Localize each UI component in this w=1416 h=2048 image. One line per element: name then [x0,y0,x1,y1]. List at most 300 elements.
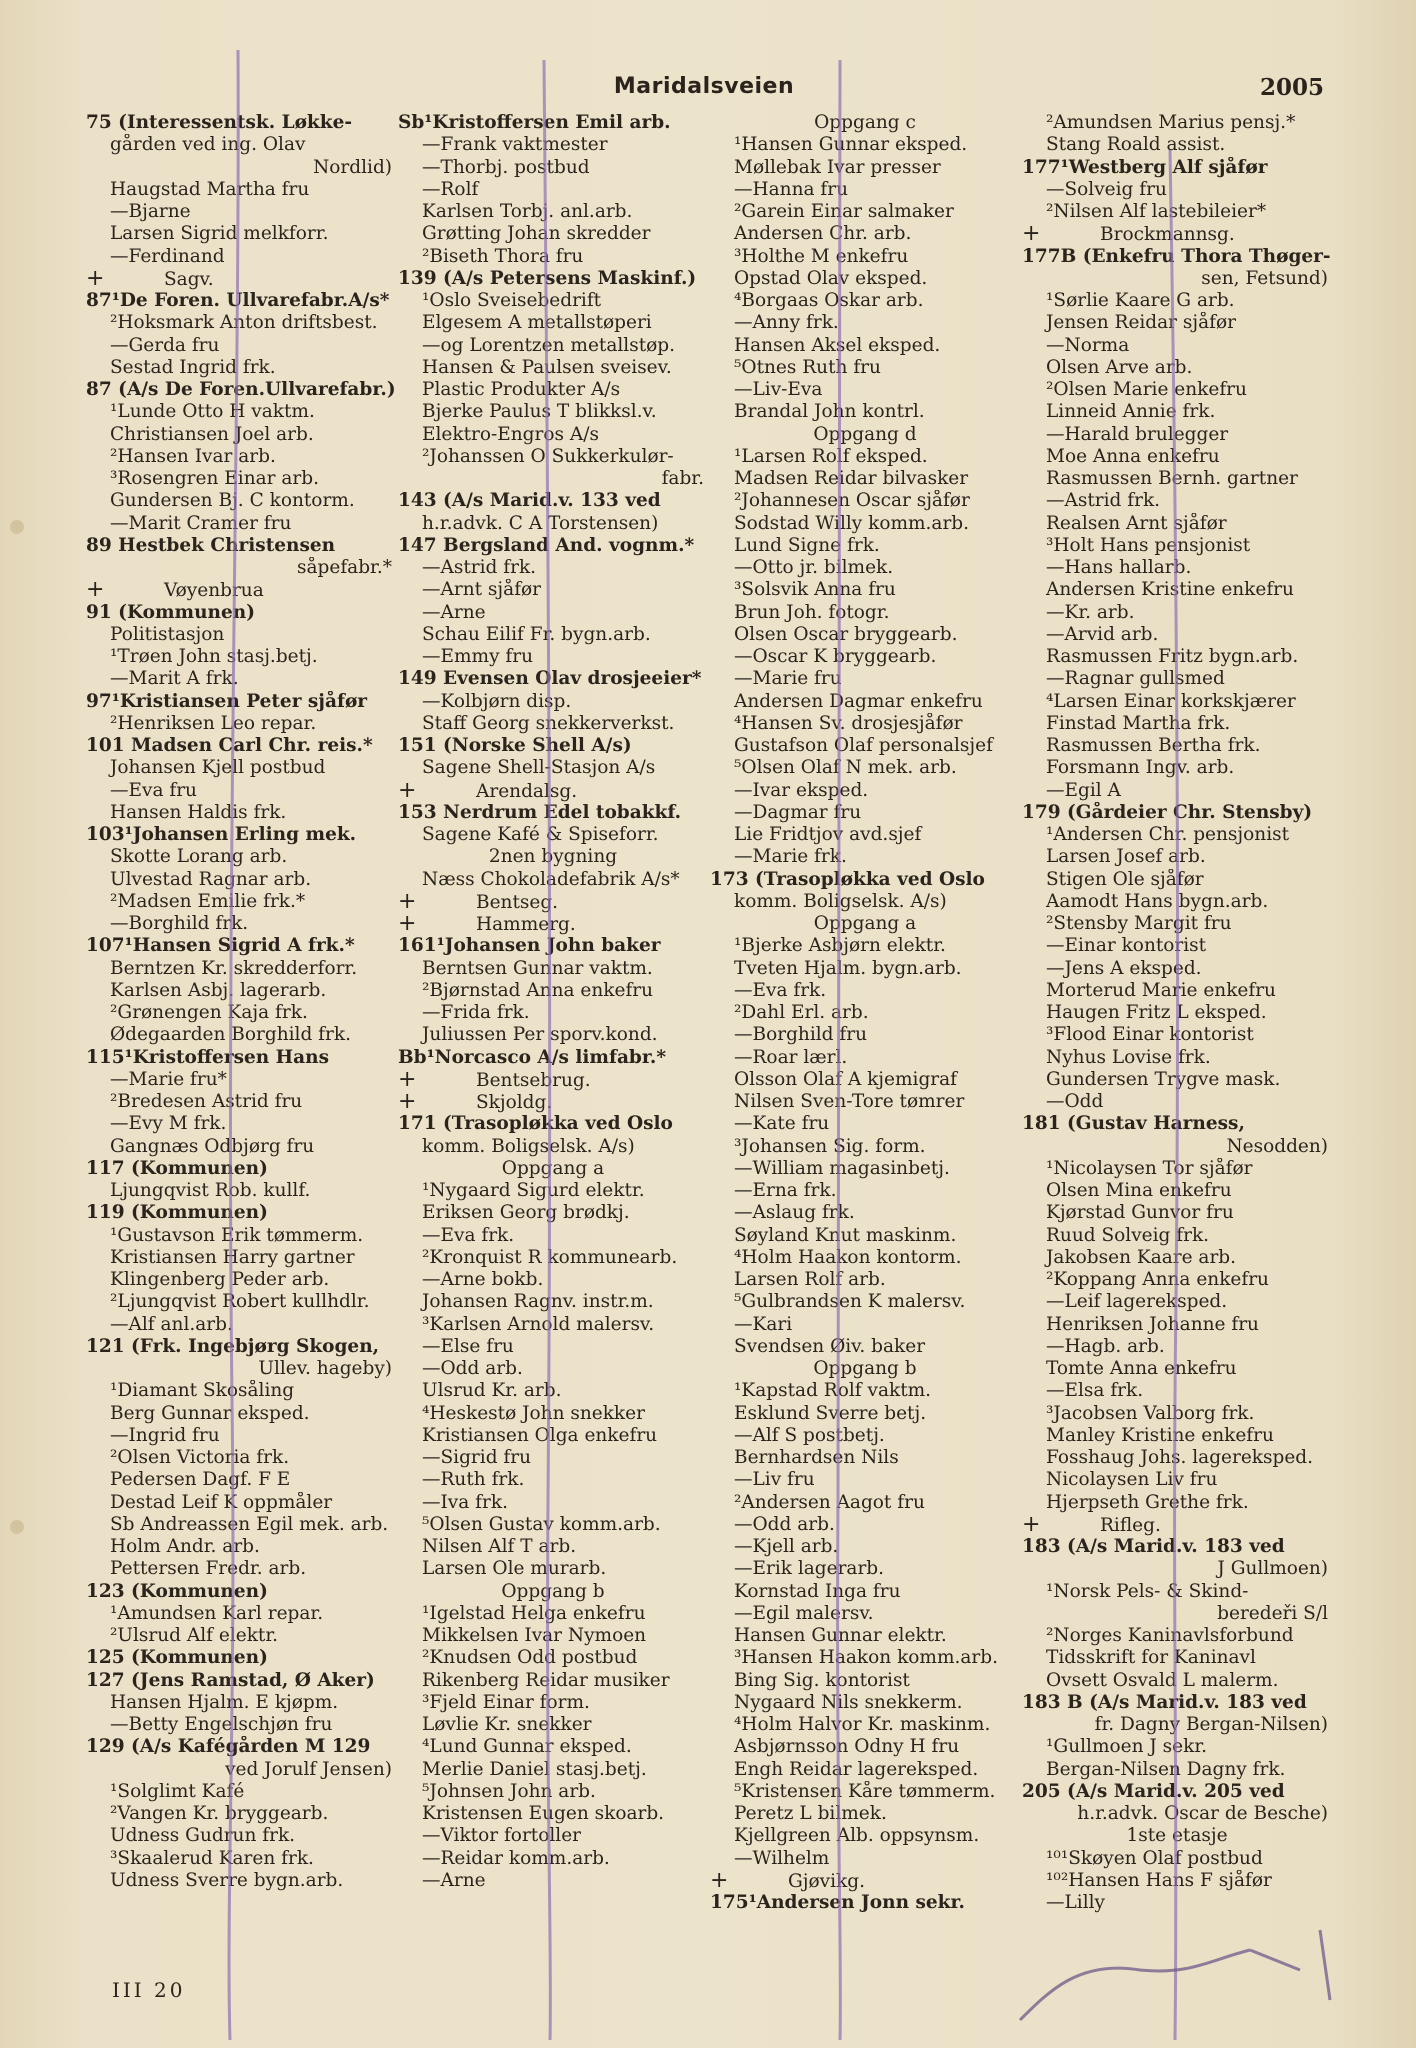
resident-entry: Sb Andreassen Egil mek. arb. [110,1513,389,1535]
resident-entry: ²Hansen Ivar arb. [110,445,276,467]
resident-entry: ²Stensby Margit fru [1046,913,1232,934]
resident-entry: Henriksen Johanne fru [1046,1313,1259,1335]
plus-icon: + [398,913,417,936]
resident-entry: Klingenberg Peder arb. [110,1269,330,1290]
resident-entry: —Ivar eksped. [734,779,869,801]
resident-entry: —Ruth frk. [422,1469,525,1491]
resident-entry: Kjellgreen Alb. oppsynsm. [734,1825,980,1847]
resident-entry: ¹Nicolaysen Tor sjåfør [1046,1157,1253,1179]
resident-entry: Hansen Aksel eksped. [734,334,941,356]
resident-entry: såpefabr.* [297,557,392,578]
address-entry: 153 Nerdrum Edel tobakkf. [398,801,682,823]
resident-entry: —Harald brulegger [1046,423,1229,445]
cross-street-marker [1022,1514,1332,1536]
column-4 [1022,112,1332,1914]
resident-entry: Nesodden) [1226,1135,1328,1157]
plus-icon: + [1022,1513,1041,1536]
column-2 [398,112,708,1892]
resident-entry: —Eva frk. [734,979,827,1001]
resident-entry: —Viktor fortoller [422,1825,581,1847]
address-entry: 205 (A/s Marid.v. 205 ved [1022,1780,1285,1802]
resident-entry: Moe Anna enkefru [1046,445,1220,467]
resident-entry: Haugen Fritz L eksped. [1046,1002,1267,1023]
resident-entry: Stang Roald assist. [1046,134,1226,156]
resident-entry: —Marit A frk. [110,668,239,690]
address-entry: 173 (Trasopløkka ved Oslo [710,868,985,890]
address-entry: 127 (Jens Ramstad, Ø Aker) [86,1669,375,1691]
resident-entry: ¹⁰²Hansen Hans F sjåfør [1046,1869,1272,1891]
resident-entry: ¹Oslo Sveisebedrift [422,290,602,311]
address-entry: 101 Madsen Carl Chr. reis.* [86,735,373,756]
resident-entry: Olsen Arve arb. [1046,356,1193,378]
column-3 [710,112,1020,1914]
resident-entry: Ødegaarden Borghild frk. [110,1024,351,1046]
resident-entry: Holm Andr. arb. [110,1536,260,1557]
address-entry: 129 (A/s Kafégården M 129 [86,1736,371,1758]
resident-entry: Rasmussen Bertha frk. [1046,735,1261,756]
address-entry: 87 (A/s De Foren.Ullvarefabr.) [86,379,396,400]
cross-street-name: Skjoldg. [476,1092,553,1113]
resident-entry: Fosshaug Johs. lagereksped. [1046,1447,1314,1468]
resident-entry: Mikkelsen Ivar Nymoen [422,1625,647,1646]
resident-entry: ³Holt Hans pensjonist [1046,534,1251,556]
address-entry: 87¹De Foren. Ullvarefabr.A/s* [86,290,390,311]
resident-entry: Brandal John kontrl. [734,401,925,423]
resident-entry: Asbjørnsson Odny H fru [734,1736,960,1758]
plus-icon: + [398,1068,417,1091]
cross-street-marker [398,891,708,913]
cross-street-marker [398,1091,708,1113]
resident-entry: Christiansen Joel arb. [110,423,314,445]
resident-entry: ³Holthe M enkefru [734,245,909,267]
resident-entry: ²Amundsen Marius pensj.* [1046,112,1296,133]
resident-entry: Nygaard Nils snekkerm. [734,1691,963,1713]
address-entry: 121 (Frk. Ingebjørg Skogen, [86,1335,380,1357]
resident-entry: ¹Norsk Pels- & Skind- [1046,1580,1249,1602]
resident-entry: Pettersen Fredr. arb. [110,1558,307,1580]
resident-entry: Bjerke Paulus T blikksl.v. [422,401,657,423]
street-title: Maridalsveien [613,74,795,99]
resident-entry: Møllebak Ivar presser [734,156,941,178]
resident-entry: —Kjell arb. [734,1536,839,1557]
resident-entry: Hansen & Paulsen sveisev. [422,356,672,378]
resident-entry: Svendsen Øiv. baker [734,1335,926,1357]
resident-entry: Politistasjon [110,623,225,645]
resident-entry: Sodstad Willy komm.arb. [734,512,970,534]
resident-entry: ⁴Holm Halvor Kr. maskinm. [734,1714,991,1735]
resident-entry: Kjørstad Gunvor fru [1046,1202,1234,1224]
resident-entry: Hansen Haldis frk. [110,801,287,823]
resident-entry: Hansen Gunnar elektr. [734,1625,947,1646]
plus-icon: + [398,890,417,913]
resident-entry: Brun Joh. fotogr. [734,601,890,623]
resident-entry: —Emmy fru [422,646,534,667]
resident-entry: ¹Amundsen Karl repar. [110,1602,324,1624]
resident-entry: Engh Reidar lagereksped. [734,1758,979,1780]
resident-entry: Karlsen Torbj. anl.arb. [422,201,633,222]
address-entry: 75 (Interessentsk. Løkke- [86,112,353,133]
address-entry: 175¹Andersen Jonn sekr. [710,1892,965,1913]
resident-entry: Karlsen Asbj. lagerarb. [110,979,327,1001]
resident-entry: Kristiansen Olga enkefru [422,1424,658,1446]
address-entry: Bb¹Norcasco A/s limfabr.* [398,1046,667,1068]
resident-entry: —Hanna fru [734,178,849,200]
address-entry: 177¹Westberg Alf sjåfør [1022,156,1268,178]
address-entry: 181 (Gustav Harness, [1022,1113,1245,1135]
resident-entry: —Hagb. arb. [1046,1335,1165,1357]
resident-entry: Lund Signe frk. [734,534,880,556]
address-entry: 161¹Johansen John baker [398,935,661,957]
resident-entry: ¹Sørlie Kaare G arb. [1046,290,1235,311]
resident-entry: ²Vangen Kr. bryggearb. [110,1803,329,1824]
resident-entry: Nicolaysen Liv fru [1046,1469,1218,1491]
resident-entry: ²Bjørnstad Anna enkefru [422,979,654,1001]
resident-entry: Gustafson Olaf personalsjef [734,735,993,756]
resident-entry: ¹Trøen John stasj.betj. [110,646,318,667]
resident-entry: Bing Sig. kontorist [734,1669,910,1691]
resident-entry: Gundersen Trygve mask. [1046,1068,1281,1090]
resident-entry: ¹Igelstad Helga enkefru [422,1602,646,1624]
plus-icon: + [398,779,417,802]
address-entry: 151 (Norske Shell A/s) [398,735,632,756]
resident-entry: Hansen Hjalm. E kjøpm. [110,1691,339,1713]
resident-entry: ⁵Olsen Olaf N mek. arb. [734,757,957,779]
resident-entry: ¹Solglimt Kafé [110,1780,245,1802]
resident-entry: Udness Sverre bygn.arb. [110,1869,344,1891]
resident-entry: ⁵Johnsen John arb. [422,1780,596,1802]
resident-entry: Jakobsen Kaare arb. [1046,1246,1237,1268]
address-entry: 139 (A/s Petersens Maskinf.) [398,267,697,289]
resident-entry: Andersen Kristine enkefru [1046,579,1294,601]
plus-icon: + [86,267,105,290]
resident-entry: ⁴Hansen Sv. drosjesjåfør [734,712,963,734]
resident-entry: ¹Hansen Gunnar eksped. [734,134,968,156]
resident-entry: ²Ljungqvist Robert kullhdlr. [110,1291,370,1313]
cross-street-marker [86,268,396,290]
address-entry: 123 (Kommunen) [86,1580,268,1602]
punch-hole [10,520,24,534]
resident-entry: —Norma [1046,334,1130,356]
resident-entry: gården ved ing. Olav [110,134,306,156]
resident-entry: —Frank vaktmester [422,134,608,156]
resident-entry: —Eva fru [110,779,197,801]
resident-entry: Larsen Rolf arb. [734,1269,886,1290]
resident-entry: ¹Gullmoen J sekr. [1046,1736,1208,1758]
resident-entry: Udness Gudrun frk. [110,1825,296,1847]
resident-entry: —Jens A eksped. [1046,957,1202,979]
resident-entry: ²Knudsen Odd postbud [422,1647,638,1669]
cross-street-marker [710,1870,1020,1892]
resident-entry: Bernhardsen Nils [734,1447,899,1468]
resident-entry: —Betty Engelschjøn fru [110,1714,333,1735]
resident-entry: Johansen Ragnv. instr.m. [422,1291,654,1313]
resident-entry: —Wilhelm [734,1847,830,1869]
resident-entry: —Lilly [1046,1892,1105,1913]
address-entry: 107¹Hansen Sigrid A frk.* [86,935,355,957]
resident-entry: —Ragnar gullsmed [1046,668,1225,690]
resident-entry: Juliussen Per sporv.kond. [422,1024,658,1046]
page-number: 2005 [1259,74,1324,101]
resident-entry: ²Madsen Emilie frk.* [110,890,306,912]
resident-entry: beredeři S/l [1217,1602,1328,1624]
resident-entry: Kristensen Eugen skoarb. [422,1803,665,1824]
resident-entry: ²Johannesen Oscar sjåfør [734,490,970,512]
resident-entry: ²Dahl Erl. arb. [734,1002,869,1023]
address-entry: 183 B (A/s Marid.v. 183 ved [1022,1691,1307,1713]
resident-entry: Nyhus Lovise frk. [1046,1046,1211,1068]
resident-entry: ¹Larsen Rolf eksped. [734,445,928,467]
plus-icon: + [710,1869,729,1892]
address-entry: 147 Bergsland And. vognm.* [398,534,695,556]
resident-entry: ³Flood Einar kontorist [1046,1024,1254,1046]
resident-entry: ²Biseth Thora fru [422,245,584,267]
address-entry: 115¹Kristoffersen Hans [86,1046,329,1068]
resident-entry: ¹Nygaard Sigurd elektr. [422,1180,645,1201]
resident-entry: ²Hoksmark Anton driftsbest. [110,312,378,334]
resident-entry: —Solveig fru [1046,178,1167,200]
resident-entry: Destad Leif K oppmåler [110,1491,333,1513]
resident-entry: —Marit Cramer fru [110,512,292,534]
resident-entry: ²Bredesen Astrid fru [110,1091,303,1112]
resident-entry: ²Koppang Anna enkefru [1046,1269,1269,1290]
resident-entry: ³Hansen Haakon komm.arb. [734,1647,998,1669]
address-entry: 143 (A/s Marid.v. 133 ved [398,490,661,512]
resident-entry: Elgesem A metallstøperi [422,312,652,334]
resident-entry: Kristiansen Harry gartner [110,1246,355,1268]
cross-street-name: Vøyenbrua [164,580,264,602]
resident-entry: Tveten Hjalm. bygn.arb. [734,957,962,979]
resident-entry: ³Rosengren Einar arb. [110,468,319,489]
section-label: Oppgang a [501,1157,605,1179]
resident-entry: —Arne [422,1869,486,1891]
cross-street-marker [86,579,396,601]
resident-entry: Johansen Kjell postbud [110,757,326,779]
resident-entry: —Alf anl.arb. [110,1313,233,1335]
resident-entry: —Borghild frk. [110,913,249,934]
resident-entry: ¹Andersen Chr. pensjonist [1046,824,1290,845]
resident-entry: —Kolbjørn disp. [422,690,572,712]
resident-entry: Ullev. hageby) [258,1358,392,1379]
resident-entry: Rikenberg Reidar musiker [422,1669,670,1691]
resident-entry: ²Ulsrud Alf elektr. [110,1625,279,1646]
resident-entry: Søyland Knut maskinm. [734,1224,957,1246]
resident-entry: —Elsa frk. [1046,1380,1144,1402]
resident-entry: ²Nilsen Alf lastebileier* [1046,201,1267,222]
resident-entry: —William magasinbetj. [734,1157,950,1179]
resident-entry: —Astrid frk. [1046,490,1161,512]
resident-entry: —Evy M frk. [110,1113,227,1135]
address-entry: 179 (Gårdeier Chr. Stensby) [1022,801,1313,823]
address-entry: 119 (Kommunen) [86,1202,268,1224]
resident-entry: —Arne [422,601,486,623]
cross-street-marker [398,780,708,802]
resident-entry: Ovsett Osvald L malerm. [1046,1669,1279,1691]
resident-entry: Finstad Martha frk. [1046,712,1231,734]
resident-entry: ³Karlsen Arnold malersv. [422,1313,655,1335]
resident-entry: —Sigrid fru [422,1447,532,1468]
plus-icon: + [86,579,105,602]
resident-entry: komm. Boligselsk. A/s) [734,890,947,912]
resident-entry: —Marie fru* [110,1068,227,1090]
resident-entry: Pedersen Dagf. F E [110,1469,291,1491]
resident-entry: Stigen Ole sjåfør [1046,868,1204,890]
resident-entry: —Einar kontorist [1046,935,1207,957]
resident-entry: Jensen Reidar sjåfør [1046,312,1236,334]
cross-street-marker [1022,223,1332,245]
cross-street-name: Bentsebrug. [476,1069,591,1091]
section-label: Oppgang a [813,913,917,934]
resident-entry: —Liv fru [734,1469,815,1491]
resident-entry: Morterud Marie enkefru [1046,979,1276,1001]
resident-entry: —Kari [734,1313,793,1335]
resident-entry: ⁵Kristensen Kåre tømmerm. [734,1780,996,1802]
resident-entry: —Bjarne [110,201,191,222]
resident-entry: fabr. [661,468,704,489]
address-entry: 97¹Kristiansen Peter sjåfør [86,690,368,712]
resident-entry: —Otto jr. bilmek. [734,557,894,578]
resident-entry: ²Andersen Aagot fru [734,1491,925,1513]
resident-entry: ³Solsvik Anna fru [734,579,896,601]
resident-entry: —Thorbj. postbud [422,156,590,178]
column-1 [86,112,396,1892]
resident-entry: ⁴Borgaas Oskar arb. [734,290,924,311]
section-label: Oppgang b [813,1358,917,1379]
address-entry: 183 (A/s Marid.v. 183 ved [1022,1536,1285,1557]
resident-entry: —Reidar komm.arb. [422,1847,610,1869]
resident-entry: Sagene Shell-Stasjon A/s [422,757,656,779]
resident-entry: Næss Chokoladefabrik A/s* [422,868,680,890]
cross-street-marker [398,1069,708,1091]
resident-entry: —Anny frk. [734,312,839,334]
section-label: 2nen bygning [488,846,618,868]
resident-entry: Hjerpseth Grethe frk. [1046,1491,1249,1513]
resident-entry: ⁴Holm Haakon kontorm. [734,1246,962,1268]
resident-entry: Forsmann Ingv. arb. [1046,757,1235,779]
resident-entry: —Erna frk. [734,1180,837,1201]
resident-entry: Berntsen Gunnar vaktm. [422,957,653,979]
resident-entry: ved Jorulf Jensen) [225,1758,392,1780]
resident-entry: —Arne bokb. [422,1269,544,1290]
resident-entry: Larsen Ole murarb. [422,1558,607,1580]
resident-entry: ¹Bjerke Asbjørn elektr. [734,935,946,957]
resident-entry: —Kate fru [734,1113,830,1135]
address-entry: Sb¹Kristoffersen Emil arb. [398,112,671,133]
resident-entry: —Oscar K bryggearb. [734,646,937,667]
resident-entry: —Alf S postbetj. [734,1424,885,1446]
resident-entry: Staff Georg snekkerverkst. [422,712,675,734]
cross-street-name: Bentseg. [476,891,559,913]
resident-entry: Grøtting Johan skredder [422,223,651,245]
resident-entry: ²Grønengen Kaja frk. [110,1002,308,1023]
resident-entry: Realsen Arnt sjåfør [1046,512,1227,534]
resident-entry: —og Lorentzen metallstøp. [422,334,675,356]
resident-entry: Løvlie Kr. snekker [422,1714,592,1735]
resident-entry: —Borghild fru [734,1024,867,1046]
resident-entry: —Ferdinand [110,245,225,267]
resident-entry: Madsen Reidar bilvasker [734,468,969,489]
punch-hole [10,1520,24,1534]
resident-entry: ⁵Otnes Ruth fru [734,356,881,378]
resident-entry: ³Skaalerud Karen frk. [110,1847,314,1869]
resident-entry: Olsson Olaf A kjemigraf [734,1068,958,1090]
resident-entry: Nordlid) [313,156,392,178]
resident-entry: Elektro-Engros A/s [422,423,599,445]
resident-entry: —Marie frk. [734,846,847,868]
resident-entry: —Arvid arb. [1046,623,1159,645]
resident-entry: sen, Fetsund) [1201,267,1328,289]
resident-entry: ⁴Heskestø John snekker [422,1402,645,1424]
resident-entry: —Odd arb. [734,1513,835,1535]
resident-entry: Linneid Annie frk. [1046,401,1216,423]
resident-entry: —Dagmar fru [734,801,862,823]
resident-entry: Berntzen Kr. skredderforr. [110,957,358,979]
address-entry: 91 (Kommunen) [86,601,255,623]
resident-entry: ²Norges Kaninavlsforbund [1046,1625,1294,1646]
resident-entry: Kornstad Inga fru [734,1580,901,1602]
page-header [84,74,1324,104]
resident-entry: Ulsrud Kr. arb. [422,1380,562,1402]
resident-entry: Opstad Olav eksped. [734,267,928,289]
resident-entry: Olsen Oscar bryggearb. [734,623,958,645]
resident-entry: Sestad Ingrid frk. [110,356,276,378]
resident-entry: —Roar lærl. [734,1046,848,1068]
resident-entry: Olsen Mina enkefru [1046,1180,1232,1201]
address-entry: 149 Evensen Olav drosjeeier* [398,668,702,690]
resident-entry: ³Jacobsen Valborg frk. [1046,1402,1255,1424]
resident-entry: ²Kronquist R kommunearb. [422,1246,678,1268]
resident-entry: Ruud Solveig frk. [1046,1224,1210,1246]
resident-entry: Plastic Produkter A/s [422,379,621,400]
cross-street-name: Brockmannsg. [1100,224,1235,246]
resident-entry: ¹Lunde Otto H vaktm. [110,401,315,423]
resident-entry: ²Henriksen Leo repar. [110,712,317,734]
address-entry: 125 (Kommunen) [86,1647,268,1669]
resident-entry: —Iva frk. [422,1491,508,1513]
section-label: 1ste etasje [1126,1825,1228,1847]
resident-entry: Rasmussen Bernh. gartner [1046,468,1298,489]
resident-entry: Eriksen Georg brødkj. [422,1202,630,1224]
resident-entry: —Kr. arb. [1046,601,1135,623]
resident-entry: —Egil malersv. [734,1602,874,1624]
section-label: Oppgang b [501,1580,605,1602]
section-label: Oppgang c [814,112,916,133]
resident-entry: ¹⁰¹Skøyen Olaf postbud [1046,1847,1263,1869]
resident-entry: Larsen Sigrid melkforr. [110,223,329,245]
cross-street-name: Rifleg. [1100,1514,1161,1536]
cross-street-marker [398,913,708,935]
resident-entry: —Frida frk. [422,1002,530,1023]
page-footer-signature: III 20 [112,1978,186,2002]
section-label: Oppgang d [813,423,917,445]
resident-entry: Schau Eilif Fr. bygn.arb. [422,623,651,645]
resident-entry: Tidsskrift for Kaninavl [1046,1647,1256,1669]
resident-entry: komm. Boligselsk. A/s) [422,1135,635,1157]
resident-entry: ²Garein Einar salmaker [734,201,954,222]
resident-entry: Lie Fridtjov avd.sjef [734,824,922,845]
resident-entry: ⁴Lund Gunnar eksped. [422,1736,632,1758]
resident-entry: —Odd arb. [422,1358,523,1379]
resident-entry: Sagene Kafé & Spiseforr. [422,824,659,845]
resident-entry: Rasmussen Fritz bygn.arb. [1046,646,1299,667]
address-entry: 103¹Johansen Erling mek. [86,824,357,845]
cross-street-name: Gjøvikg. [788,1870,865,1892]
resident-entry: Andersen Dagmar enkefru [734,690,983,712]
pencil-signature [1020,1930,1330,2020]
resident-entry: Merlie Daniel stasj.betj. [422,1758,647,1780]
resident-entry: Haugstad Martha fru [110,178,310,200]
resident-entry: ¹Kapstad Rolf vaktm. [734,1380,932,1402]
resident-entry: h.r.advk. Oscar de Besche) [1077,1803,1328,1824]
